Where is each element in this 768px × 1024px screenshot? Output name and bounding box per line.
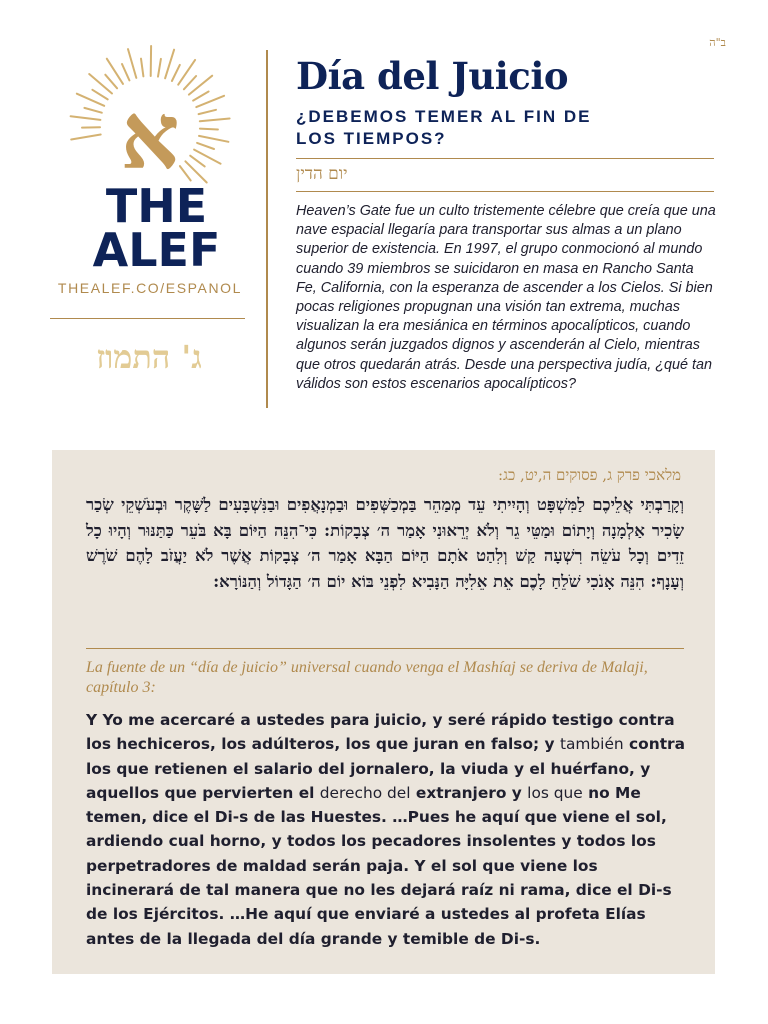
emblem-text: ג' התמוז bbox=[96, 338, 202, 376]
hebrew-title: יום הדין bbox=[296, 164, 348, 184]
sun-ray bbox=[71, 116, 101, 120]
sun-ray bbox=[200, 129, 218, 130]
verse-part: contra los que retienen el salario del jornalero, la viuda y el huérfano, y aquellos que pervierten el bbox=[86, 735, 686, 802]
gimmel-tammuz-emblem bbox=[84, 330, 214, 380]
vertical-divider bbox=[266, 50, 268, 408]
sun-ray bbox=[92, 90, 107, 100]
sun-ray bbox=[71, 135, 101, 140]
verse-part: extranjero y bbox=[410, 783, 528, 802]
bh-mark: ב"ה bbox=[709, 36, 726, 49]
quote-box bbox=[52, 450, 715, 974]
sun-ray bbox=[197, 143, 214, 149]
sun-ray bbox=[128, 49, 136, 78]
sun-ray bbox=[165, 50, 174, 79]
sun-ray bbox=[190, 156, 205, 167]
verse-part: no Me temen, dice el Di-s de las Huestes. …Pues he aquí que viene el sol, ardiendo cual horno, y todos los pecadores insolentes y todos los perpetradores de maldad serán paja. Y el sol que viene los incinerará de tal manera que no les dejará raíz ni rama, dice el Di-s de los Ejércitos. …He aquí que enviaré a ustedes al profeta Elías antes de la llegada del día grande y temible de Di-s. bbox=[86, 783, 672, 948]
logo-divider bbox=[50, 318, 245, 319]
verse-part: Y Yo me acercaré a ustedes para juicio, y seré rápido testigo contra los hechiceros, los adúlteros, los que juran en falso; y bbox=[86, 711, 675, 754]
title-rule-top bbox=[296, 158, 714, 159]
sun-ray bbox=[105, 75, 117, 89]
sun-ray bbox=[141, 59, 143, 77]
logo-url[interactable]: THEALEF.CO/ESPANOL bbox=[57, 280, 243, 296]
sun-ray bbox=[122, 64, 129, 80]
sun-ray bbox=[200, 119, 230, 122]
sun-ray bbox=[172, 65, 180, 81]
sun-ray bbox=[199, 110, 216, 114]
logo-wordmark bbox=[64, 179, 249, 277]
sun-ray bbox=[193, 92, 209, 101]
logo-line2: ALEF bbox=[92, 223, 221, 277]
title-rule-bottom bbox=[296, 191, 714, 192]
page-title: Día del Juicio bbox=[296, 54, 569, 98]
quote-divider bbox=[86, 648, 684, 649]
sun-ray bbox=[158, 59, 161, 77]
verse-part: los que bbox=[527, 783, 583, 802]
intro-paragraph: Heaven’s Gate fue un culto tristemente célebre que creía que una nave espacial llegaría para transportar sus almas a un plano superior de existencia. En 1997, el grupo conmocionó al mundo cuando 39 miembros se suicidaron en masa en Rancho Santa Fe, California, con la esperanza de ascender a los Cielos. Si bien pocas religiones propugnan una visión tan extrema, muchas visualizan la era mesiánica en términos apocalípticos, cuando algunos serán juzgados dignos y ascenderán al Cielo, mientras que otros quedarán atrás. Desde una perspectiva judía, ¿qué tan válidos son estos escenarios apocalípticos? bbox=[296, 203, 716, 392]
spanish-source-note: La fuente de un “día de juicio” universal cuando venga el Mashíaj se deriva de Malaji, capítulo 3: bbox=[86, 659, 648, 696]
verse-part: también bbox=[559, 735, 624, 754]
hebrew-verse: וְקָרַבְתִּי אֲלֵיכֶם לַמִּשְׁפָּט וְהָיִיתִי עֵד מְמַהֵר בַּמְכַשְּׁפִים וּבַמְנָאֲפִים וּבַנִּשְׁבָּעִים לַשָּׁקֶר וּבְעֹשְׁקֵי שְׂכַר שָׂכִיר אַלְמָנָה וְיָתוֹם וּמַטֵּי גֵר וְלֹא יְרֵאוּנִי אָמַר ה׳ צְבָקוֹת: כִּי־הִנֵּה הַיּוֹם בָּא בֹּעֵר כַּתַּנּוּר וְהָיוּ כָל זֵדִים וְכָל עֹשֵׂה רִשְׁעָה קַשׁ וְלִהַט אֹתָם הַיּוֹם הַבָּא אָמַר ה׳ צְבָקוֹת אֲשֶׁר לֹא יַעֲזֹב לָהֶם שֹׁרֶשׁ וְעָנָף: הִנֵּה אָנֹכִי שֹׁלֵחַ לָכֶם אֵת אֵלִיָּה הַנָּבִיא לִפְנֵי בּוֹא יוֹם ה׳ הַגָּדוֹל וְהַנּוֹרָא: bbox=[86, 495, 684, 591]
logo-line1: THE bbox=[105, 179, 208, 233]
hebrew-source: מלאכי פרק ג, פסוקים ה,יט, כג: bbox=[497, 466, 681, 484]
sun-ray bbox=[84, 108, 101, 113]
alef-letter: א bbox=[120, 82, 180, 184]
sun-ray bbox=[184, 76, 196, 89]
spanish-verse bbox=[86, 708, 690, 951]
page-subtitle: ¿DEBEMOS TEMER AL FIN DE LOS TIEMPOS? bbox=[296, 107, 592, 148]
sun-ray bbox=[196, 96, 224, 107]
alef-sunburst-icon bbox=[50, 44, 250, 184]
sun-ray bbox=[199, 136, 228, 142]
verse-part: derecho del bbox=[319, 783, 411, 802]
